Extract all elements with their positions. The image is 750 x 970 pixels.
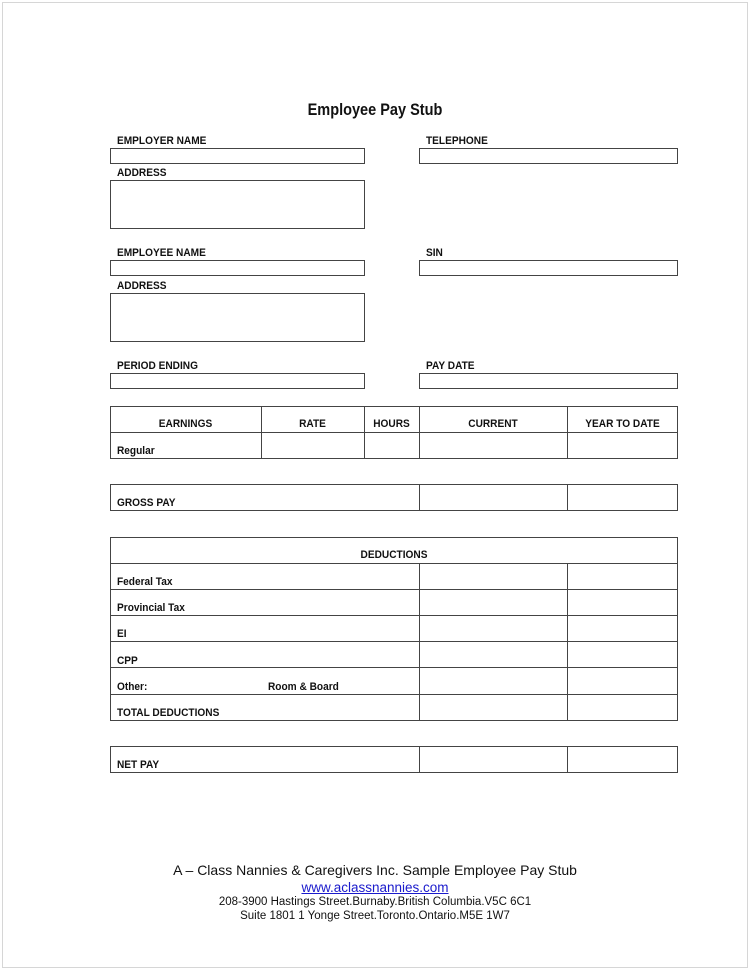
sin-label: SIN [426, 247, 443, 259]
page-title: Employee Pay Stub [307, 101, 443, 119]
year-to-date-header: YEAR TO DATE [585, 418, 660, 430]
gross-pay-ytd-cell[interactable] [568, 485, 678, 510]
federal-tax-label: Federal Tax [117, 576, 173, 588]
sin-field[interactable] [419, 260, 678, 276]
federal-tax-ytd-cell[interactable] [568, 564, 678, 589]
employee-name-label: EMPLOYEE NAME [117, 247, 206, 259]
employee-address-field[interactable] [110, 293, 365, 342]
telephone-label: TELEPHONE [426, 135, 488, 147]
rate-header: RATE [299, 418, 326, 430]
cpp-current-cell[interactable] [420, 642, 567, 667]
provincial-tax-label: Provincial Tax [117, 602, 185, 614]
gross-pay-current-cell[interactable] [420, 485, 567, 510]
provincial-tax-ytd-cell[interactable] [568, 590, 678, 615]
total-deductions-label: TOTAL DEDUCTIONS [117, 707, 220, 719]
other-current-cell[interactable] [420, 668, 567, 694]
hours-header: HOURS [373, 418, 410, 430]
ei-label: EI [117, 628, 127, 640]
other-ytd-cell[interactable] [568, 668, 678, 694]
regular-current-cell[interactable] [420, 433, 567, 458]
deductions-header: DEDUCTIONS [360, 549, 428, 561]
federal-tax-current-cell[interactable] [420, 564, 567, 589]
net-pay-ytd-cell[interactable] [568, 747, 678, 772]
regular-ytd-cell[interactable] [568, 433, 678, 458]
pay-date-label: PAY DATE [426, 360, 475, 372]
net-pay-current-cell[interactable] [420, 747, 567, 772]
cpp-ytd-cell[interactable] [568, 642, 678, 667]
footer-address-line-1: 208-3900 Hastings Street.Burnaby.British Columbia.V5C 6C1 [218, 896, 532, 908]
other-label: Other: [117, 681, 148, 693]
provincial-tax-current-cell[interactable] [420, 590, 567, 615]
ei-ytd-cell[interactable] [568, 616, 678, 641]
employee-address-label: ADDRESS [117, 280, 167, 292]
employee-name-field[interactable] [110, 260, 365, 276]
period-ending-field[interactable] [110, 373, 365, 389]
footer-website-link[interactable]: www.aclassnannies.com [301, 880, 449, 895]
employer-name-field[interactable] [110, 148, 365, 164]
regular-label: Regular [117, 445, 155, 457]
telephone-field[interactable] [419, 148, 678, 164]
other-value: Room & Board [268, 681, 339, 693]
employer-address-label: ADDRESS [117, 167, 167, 179]
ei-current-cell[interactable] [420, 616, 567, 641]
cpp-label: CPP [117, 655, 138, 667]
net-pay-label: NET PAY [117, 759, 160, 771]
pay-date-field[interactable] [419, 373, 678, 389]
period-ending-label: PERIOD ENDING [117, 360, 198, 372]
employer-name-label: EMPLOYER NAME [117, 135, 207, 147]
footer-company-line: A – Class Nannies & Caregivers Inc. Sample Employee Pay Stub [173, 862, 577, 878]
footer-address-line-2: Suite 1801 1 Yonge Street.Toronto.Ontario.M5E 1W7 [240, 910, 510, 922]
current-header: CURRENT [468, 418, 518, 430]
regular-hours-cell[interactable] [365, 433, 419, 458]
total-deductions-ytd-cell[interactable] [568, 695, 678, 720]
gross-pay-label: GROSS PAY [117, 497, 176, 509]
earnings-header: EARNINGS [158, 418, 213, 430]
regular-rate-cell[interactable] [261, 433, 364, 458]
total-deductions-current-cell[interactable] [420, 695, 567, 720]
employer-address-field[interactable] [110, 180, 365, 229]
